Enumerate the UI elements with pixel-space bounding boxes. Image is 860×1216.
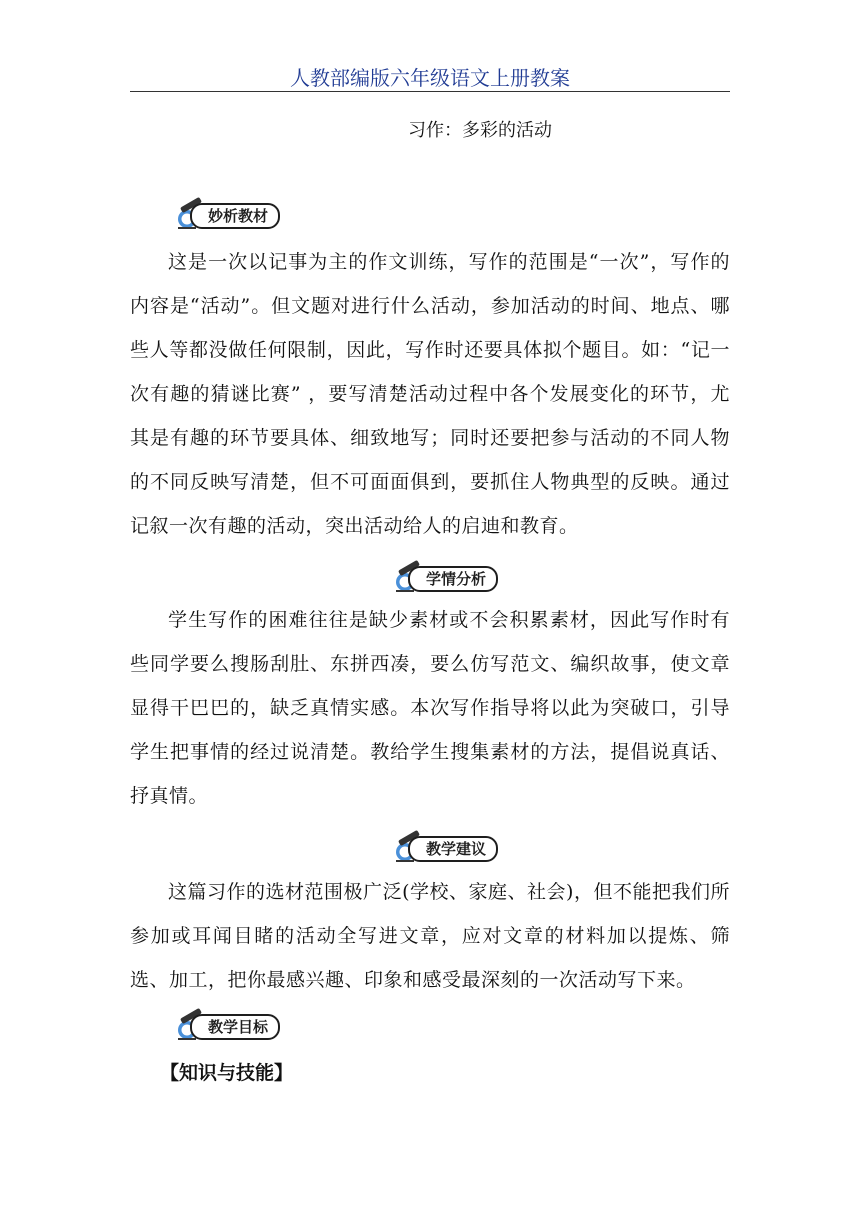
subheading-knowledge-skills: 【知识与技能】 (160, 1062, 294, 1084)
section-paragraph: 学生写作的困难往往是缺少素材或不会积累素材，因此写作时有些同学要么搜肠刮肚、东拼西凑，要么仿写范文、编织故事，使文章显得干巴巴的，缺乏真情实感。本次写作指导将以此为突破口，引导学生把事情的经过说清楚。教给学生搜集素材的方法，提倡说真话、抒真情。 (130, 609, 730, 807)
header-divider (130, 91, 730, 92)
section-badge-label: 妙析教材 (190, 203, 280, 229)
document-title: 习作：多彩的活动 (408, 120, 552, 141)
header-title: 人教部编版六年级语文上册教案 (290, 66, 570, 90)
section-badge-label: 学情分析 (408, 566, 498, 592)
section-badge-label: 教学目标 (190, 1014, 280, 1040)
section-paragraph: 这篇习作的选材范围极广泛(学校、家庭、社会)，但不能把我们所参加或耳闻目睹的活动全写进文章，应对文章的材料加以提炼、筛选、加工，把你最感兴趣、印象和感受最深刻的一次活动写下来。 (130, 881, 730, 991)
section-badge-label: 教学建议 (408, 836, 498, 862)
section-paragraph: 这是一次以记事为主的作文训练，写作的范围是“一次”，写作的内容是“活动”。但文题对进行什么活动，参加活动的时间、地点、哪些人等都没做任何限制，因此，写作时还要具体拟个题目。如：“记一次有趣的猜谜比赛” ，要写清楚活动过程中各个发展变化的环节，尤其是有趣的环节要具体、细致地写；同时还要把参与活动的不同人物的不同反映写清楚，但不可面面俱到，要抓住人物典型的反映。通过记叙一次有趣的活动，突出活动给人的启迪和教育。 (130, 251, 730, 537)
